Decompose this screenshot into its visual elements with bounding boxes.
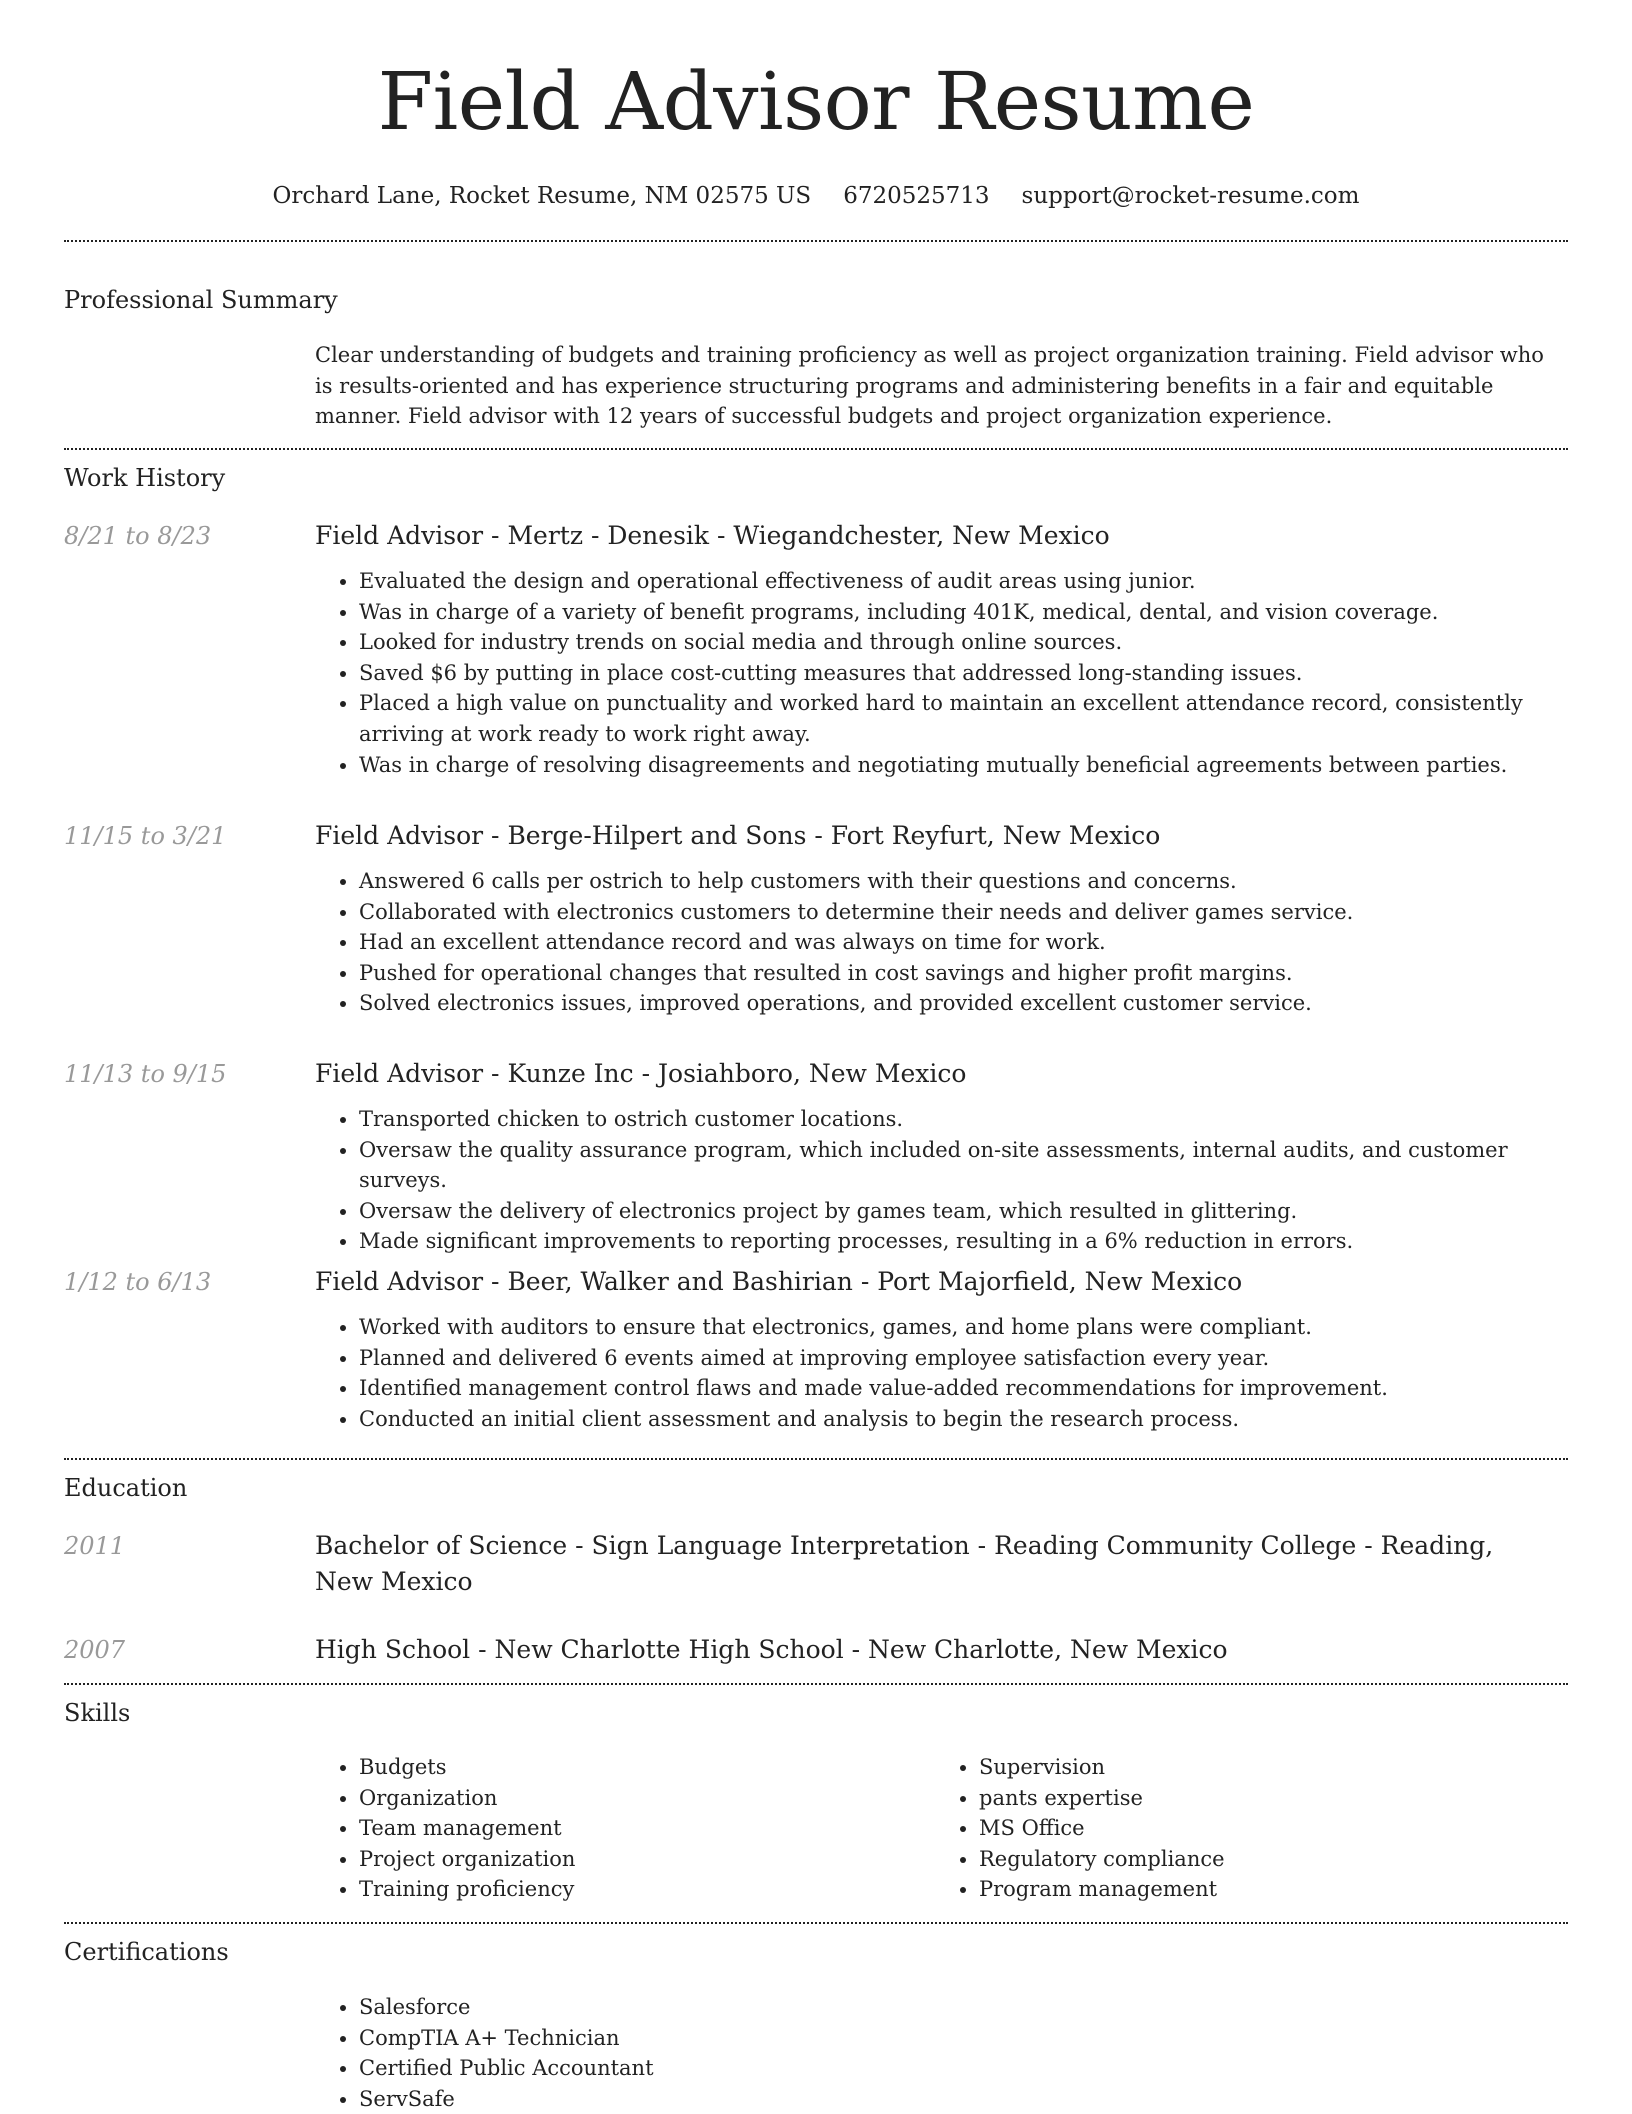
education-degree: High School [315, 1635, 471, 1664]
list-item: • Collaborated with electronics customers to determine their needs and deliver games service. [359, 897, 1555, 928]
contact-address: Orchard Lane, Rocket Resume, NM 02575 US [272, 183, 812, 209]
list-item: • Training proficiency [359, 1874, 935, 1905]
list-item: • Was in charge of a variety of benefit programs, including 401K, medical, dental, and vision coverage. [359, 597, 1555, 628]
skills-list-right [935, 1752, 1555, 1905]
list-item: • Pushed for operational changes that resulted in cost savings and higher profit margins. [359, 958, 1555, 989]
list-item: • Worked with auditors to ensure that electronics, games, and home plans were compliant. [359, 1312, 1555, 1343]
section-title-certifications: Certifications [64, 1938, 229, 1966]
education-entry [64, 1528, 1568, 1600]
section-divider [64, 240, 1568, 242]
education-year: 2011 [64, 1532, 126, 1560]
job-role: Field Advisor [315, 1059, 484, 1088]
list-item: • Evaluated the design and operational effectiveness of audit areas using junior. [359, 566, 1555, 597]
job-title: Field Advisor - Kunze Inc - Josiahboro, New Mexico [315, 1059, 967, 1088]
list-item: • Certified Public Accountant [359, 2053, 1555, 2084]
section-title-summary: Professional Summary [64, 286, 338, 314]
job-entry [64, 1056, 1568, 1257]
list-item: • Was in charge of resolving disagreements and negotiating mutually beneficial agreements between parties. [359, 750, 1555, 781]
resume-title: Field Advisor Resume [377, 55, 1255, 148]
contact-email: support@rocket-resume.com [1021, 183, 1360, 209]
list-item: • Team management [359, 1813, 935, 1844]
section-title-work: Work History [64, 464, 226, 492]
list-item: • Solved electronics issues, improved operations, and provided excellent customer service. [359, 988, 1555, 1019]
contact-phone: 6720525713 [843, 183, 990, 209]
list-item: • Conducted an initial client assessment and analysis to begin the research process. [359, 1404, 1555, 1435]
certifications-section [64, 1992, 1568, 2114]
resume-header [0, 0, 1632, 212]
list-item: • Project organization [359, 1844, 935, 1875]
education-title: Bachelor of Science - Sign Language Interpretation - Reading Community College - Reading, New Mexico [315, 1531, 1494, 1596]
list-item: • Budgets [359, 1752, 935, 1783]
list-item: • Regulatory compliance [979, 1844, 1555, 1875]
summary-text: Clear understanding of budgets and training proficiency as well as project organization training. Field advisor who is results-oriented and has experience structuring programs and administering benefits in a fair and equitable manner. Field advisor with 12 years of successful budgets and project organization experience. [315, 343, 1544, 429]
job-entry [64, 1264, 1568, 1434]
job-role: Field Advisor [315, 521, 484, 550]
job-dates: 8/21 to 8/23 [64, 522, 212, 550]
education-title: High School - New Charlotte High School - New Charlotte, New Mexico [315, 1635, 1228, 1664]
list-item: • Saved $6 by putting in place cost-cutting measures that addressed long-standing issues. [359, 658, 1555, 689]
list-item: • pants expertise [979, 1783, 1555, 1814]
list-item: • Supervision [979, 1752, 1555, 1783]
certifications-list [315, 1992, 1555, 2114]
education-entry [64, 1632, 1568, 1668]
list-item: • Program management [979, 1874, 1555, 1905]
list-item: • ServSafe [359, 2084, 1555, 2114]
skills-section [64, 1752, 1568, 1905]
job-bullets [315, 566, 1555, 780]
job-title: Field Advisor - Beer, Walker and Bashirian - Port Majorfield, New Mexico [315, 1267, 1243, 1296]
education-school: Reading Community College - Reading, New Mexico [315, 1531, 1494, 1596]
job-bullets [315, 1104, 1555, 1257]
job-title: Field Advisor - Mertz - Denesik - Wiegandchester, New Mexico [315, 521, 1110, 550]
job-bullets [315, 866, 1555, 1019]
education-year: 2007 [64, 1636, 126, 1664]
section-title-education: Education [64, 1474, 188, 1502]
list-item: • Made significant improvements to reporting processes, resulting in a 6% reduction in errors. [359, 1226, 1555, 1257]
list-item: • Answered 6 calls per ostrich to help customers with their questions and concerns. [359, 866, 1555, 897]
list-item: • Salesforce [359, 1992, 1555, 2023]
list-item: • Placed a high value on punctuality and worked hard to maintain an excellent attendance record, consistently arriving at work ready to work right away. [359, 688, 1555, 749]
job-entry [64, 518, 1568, 780]
list-item: • MS Office [979, 1813, 1555, 1844]
education-degree: Bachelor of Science - Sign Language Interpretation [315, 1531, 970, 1560]
list-item: • CompTIA A+ Technician [359, 2023, 1555, 2054]
job-dates: 11/15 to 3/21 [64, 822, 227, 850]
job-dates: 1/12 to 6/13 [64, 1268, 212, 1296]
list-item: • Organization [359, 1783, 935, 1814]
job-role: Field Advisor [315, 821, 484, 850]
job-entry [64, 818, 1568, 1019]
list-item: • Identified management control flaws and made value-added recommendations for improvement. [359, 1373, 1555, 1404]
skills-list-left [315, 1752, 935, 1905]
list-item: • Planned and delivered 6 events aimed at improving employee satisfaction every year. [359, 1343, 1555, 1374]
list-item: • Looked for industry trends on social media and through online sources. [359, 627, 1555, 658]
section-divider [64, 1683, 1568, 1685]
job-company: Kunze Inc - Josiahboro, New Mexico [507, 1059, 967, 1088]
job-bullets [315, 1312, 1555, 1434]
section-divider [64, 1922, 1568, 1924]
job-company: Mertz - Denesik - Wiegandchester, New Mexico [507, 521, 1110, 550]
summary-section [64, 340, 1568, 432]
list-item: • Oversaw the delivery of electronics project by games team, which resulted in glittering. [359, 1196, 1555, 1227]
job-title: Field Advisor - Berge-Hilpert and Sons - Fort Reyfurt, New Mexico [315, 821, 1161, 850]
contact-line [0, 180, 1632, 212]
job-company: Beer, Walker and Bashirian - Port Majorfield, New Mexico [507, 1267, 1243, 1296]
job-role: Field Advisor [315, 1267, 484, 1296]
section-divider [64, 1458, 1568, 1460]
education-school: New Charlotte High School - New Charlotte, New Mexico [494, 1635, 1228, 1664]
list-item: • Oversaw the quality assurance program, which included on-site assessments, internal audits, and customer surveys. [359, 1135, 1555, 1196]
section-divider [64, 448, 1568, 450]
section-title-skills: Skills [64, 1699, 131, 1727]
list-item: • Transported chicken to ostrich customer locations. [359, 1104, 1555, 1135]
list-item: • Had an excellent attendance record and was always on time for work. [359, 927, 1555, 958]
job-company: Berge-Hilpert and Sons - Fort Reyfurt, New Mexico [507, 821, 1161, 850]
job-dates: 11/13 to 9/15 [64, 1060, 227, 1088]
